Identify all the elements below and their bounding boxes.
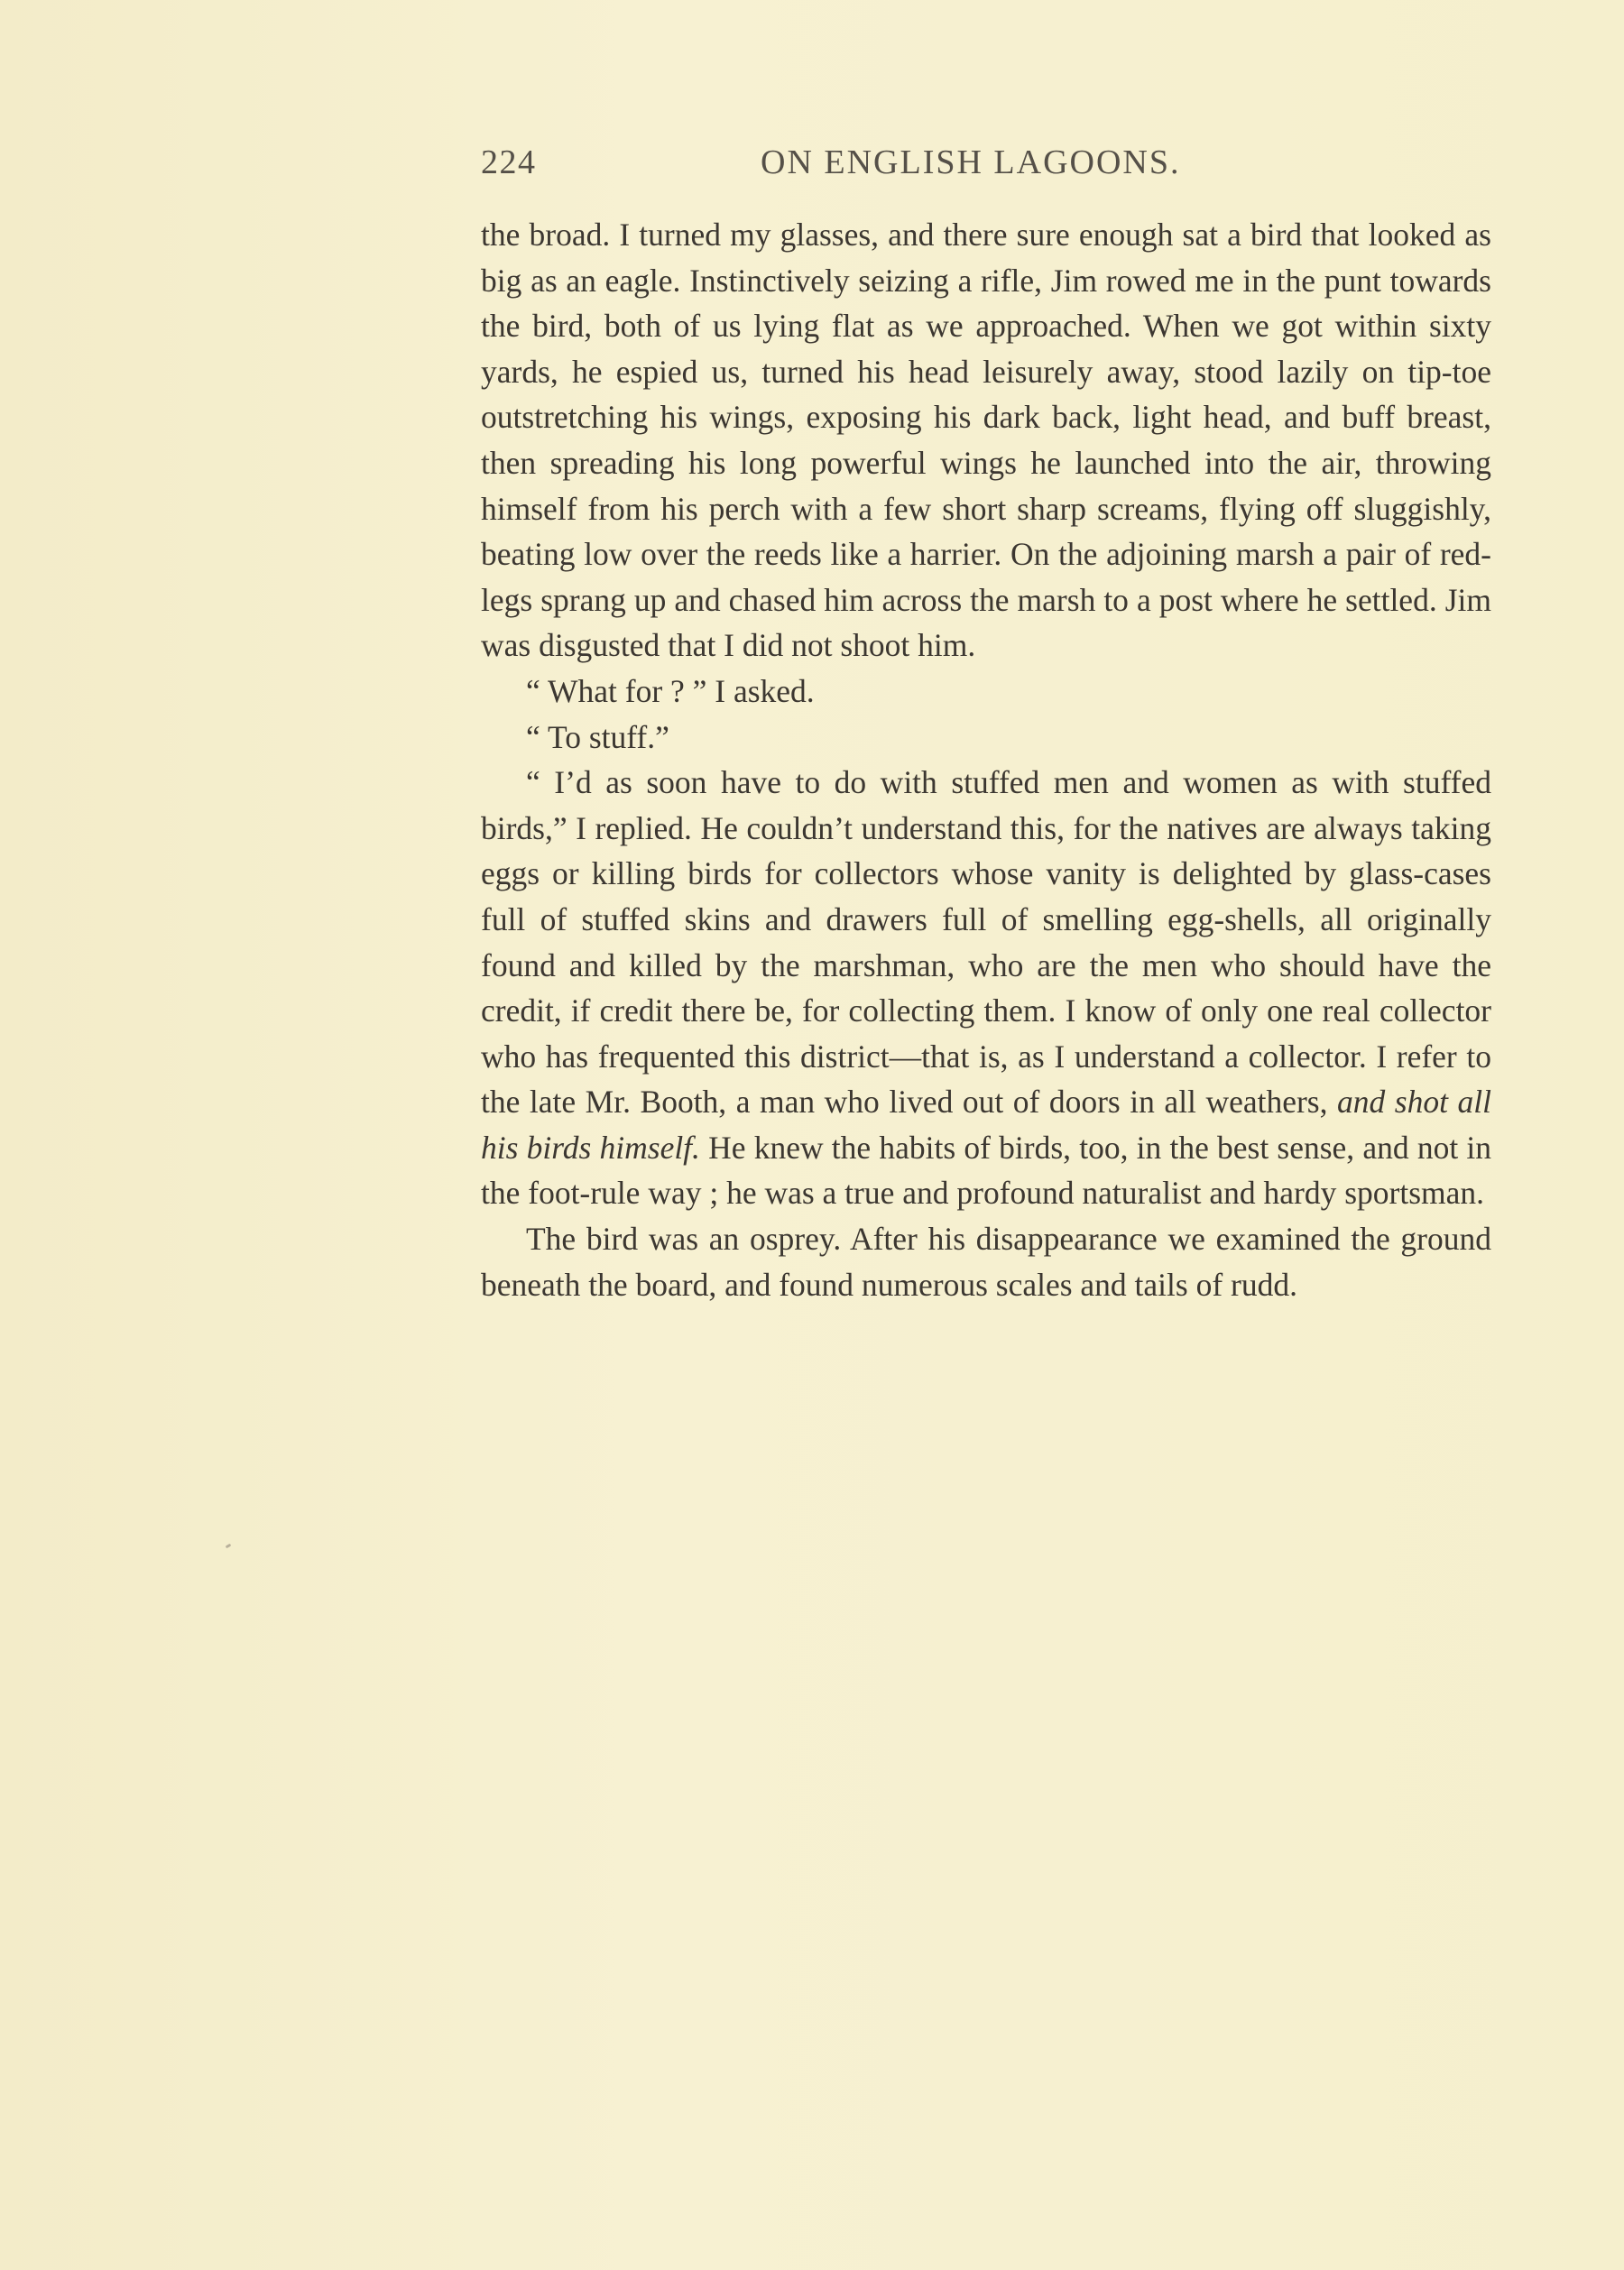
running-title: ON ENGLISH LAGOONS.	[761, 143, 1181, 181]
paragraph-4	[481, 760, 1491, 1216]
paragraph-2	[481, 669, 1491, 715]
paragraph-5	[481, 1216, 1491, 1307]
paragraph-1	[481, 212, 1491, 669]
paper-speck	[226, 1544, 232, 1549]
running-head	[481, 143, 1491, 189]
paragraph-4-text-after: He knew the habits of birds, too, in the best sense, and not in the foot-rule way ; he was a true and profound naturalist and hardy sportsman.	[481, 1129, 1491, 1212]
page-number: 224	[481, 143, 537, 181]
body-text	[481, 212, 1491, 1307]
paragraph-3	[481, 715, 1491, 761]
paragraph-4-italic: and shot all his birds himself.	[481, 1084, 1491, 1166]
paragraph-3-text: “ To stuff.”	[526, 718, 669, 755]
paragraph-5-text: The bird was an osprey. After his disappearance we examined the ground beneath the board, and found numerous scales and tails of rudd.	[481, 1221, 1491, 1303]
paragraph-2-text: “ What for ? ” I asked.	[526, 672, 815, 709]
paragraph-1-text: the broad. I turned my glasses, and there sure enough sat a bird that looked as big as an eagle. Instinctively seizing a rifle, Jim rowed me in the punt towards the bird, both of us lying flat as we approached. When we got within sixty yards, he espied us, turned his head leisurely away, stood lazily on tip-toe outstretching his wings, exposing his dark back, light head, and buff breast, then spreading his long powerful wings he launched into the air, throwing himself from his perch with a few short sharp screams, flying off sluggishly, beating low over the reeds like a harrier. On the adjoining marsh a pair of red-legs sprang up and chased him across the marsh to a post where he settled. Jim was disgusted that I did not shoot him.	[481, 217, 1491, 664]
paragraph-4-text: “ I’d as soon have to do with stuffed men and women as with stuffed birds,” I replied. He couldn’t understand this, for the natives are always taking eggs or killing birds for collectors whose vanity is delighted by glass-cases full of stuffed skins and drawers full of smelling egg-shells, all originally found and killed by the marshman, who are the men who should have the credit, if credit there be, for collecting them. I know of only one real collector who has frequented this district—that is, as I understand a collector. I refer to the late Mr. Booth, a man who lived out of doors in all weathers,	[481, 764, 1491, 1121]
